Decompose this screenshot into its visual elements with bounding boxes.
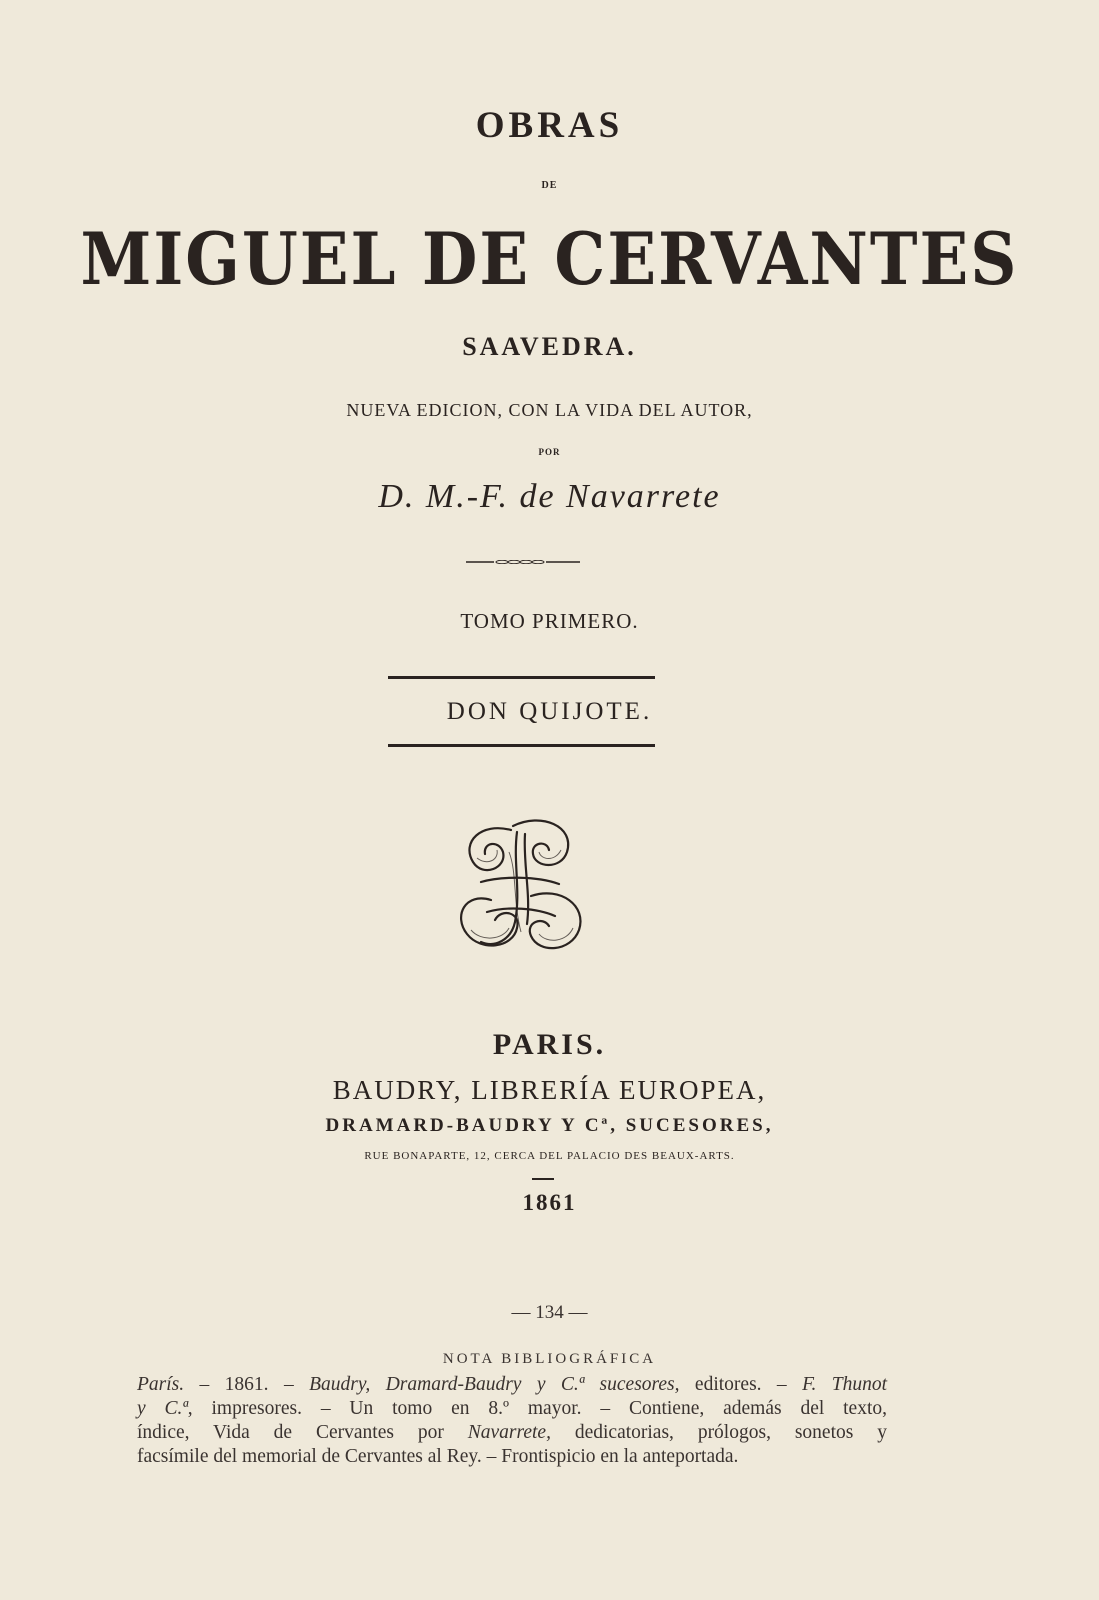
nota-heading: NOTA BIBLIOGRÁFICA bbox=[442, 1351, 657, 1367]
author-name: MIGUEL DE CERVANTES bbox=[80, 218, 1019, 302]
nota-segment: índice, Vida de Cervantes por bbox=[137, 1422, 468, 1443]
successors: DRAMARD-BAUDRY Y Cª, SUCESORES, bbox=[325, 1115, 774, 1136]
nota-segment: y C.ª bbox=[137, 1398, 188, 1419]
por-label: POR bbox=[538, 447, 561, 457]
city: PARIS. bbox=[492, 1028, 607, 1061]
nota-segment: Baudry, Dramard-Baudry y C.ª sucesores, bbox=[309, 1374, 680, 1395]
work-title: DON QUIJOTE. bbox=[446, 698, 653, 725]
title-obras: OBRAS bbox=[475, 105, 624, 146]
ornament-divider-icon bbox=[466, 560, 580, 564]
nota-segment: Navarrete, bbox=[467, 1422, 551, 1443]
volume-label: TOMO PRIMERO. bbox=[460, 609, 639, 633]
nota-line bbox=[137, 1397, 887, 1421]
publisher: BAUDRY, LIBRERÍA EUROPEA, bbox=[332, 1075, 767, 1105]
year-rule bbox=[532, 1178, 554, 1180]
bottom-rule bbox=[388, 744, 655, 747]
nota-line bbox=[137, 1373, 887, 1397]
author-surname: SAAVEDRA. bbox=[462, 332, 637, 361]
nota-segment: F. Thunot bbox=[802, 1374, 888, 1395]
nota-segment: París. bbox=[137, 1374, 185, 1395]
nota-line bbox=[137, 1445, 887, 1469]
bibliographic-note bbox=[137, 1373, 887, 1469]
monogram-icon bbox=[451, 812, 587, 956]
address: RUE BONAPARTE, 12, CERCA DEL PALACIO DES BEAUX-ARTS. bbox=[364, 1150, 735, 1162]
page-number: — 134 — bbox=[511, 1302, 588, 1323]
nota-segment: dedicatorias, prólogos, sonetos y bbox=[550, 1422, 887, 1443]
nota-segment: – 1861. – bbox=[184, 1374, 310, 1395]
editor-name: D. M.-F. de Navarrete bbox=[378, 478, 721, 515]
edition-note: NUEVA EDICION, CON LA VIDA DEL AUTOR, bbox=[346, 400, 753, 420]
title-de: DE bbox=[541, 180, 558, 191]
nota-segment: , impresores. – Un tomo en 8.º mayor. – Contiene, además del texto, bbox=[187, 1398, 887, 1419]
year: 1861 bbox=[522, 1190, 577, 1215]
top-rule bbox=[388, 676, 655, 679]
nota-segment: facsímile del memorial de Cervantes al Rey. – Frontispicio en la anteportada. bbox=[137, 1446, 739, 1467]
nota-segment: editores. – bbox=[679, 1374, 803, 1395]
nota-line bbox=[137, 1421, 887, 1445]
